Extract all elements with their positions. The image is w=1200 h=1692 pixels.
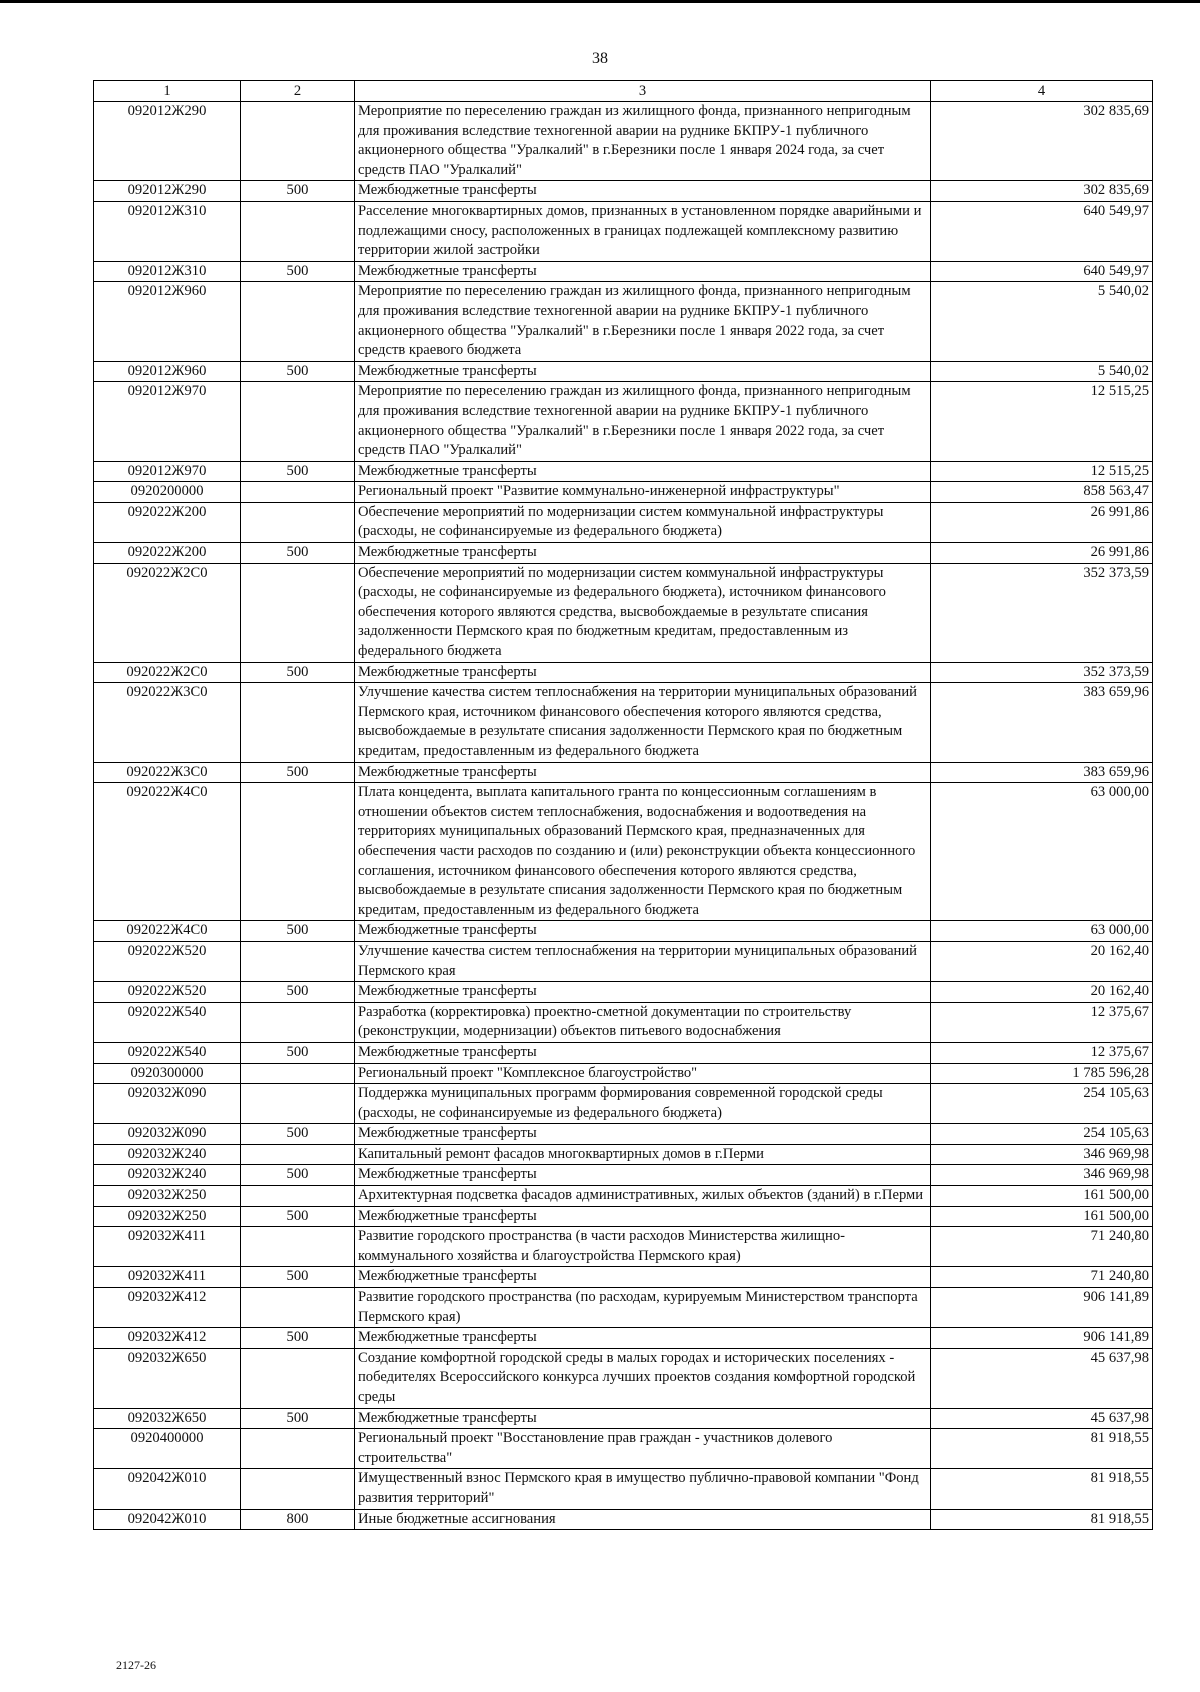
description-cell: Региональный проект "Комплексное благоустройство": [355, 1063, 931, 1084]
code-cell: 092022Ж3С0: [94, 683, 241, 762]
table-row: [94, 1124, 1153, 1145]
table-row: [94, 762, 1153, 783]
table-row: [94, 1288, 1153, 1328]
description-cell: Капитальный ремонт фасадов многоквартирных домов в г.Перми: [355, 1144, 931, 1165]
description-cell: Региональный проект "Развитие коммунально-инженерной инфраструктуры": [355, 482, 931, 503]
expense-type-cell: 500: [241, 1408, 355, 1429]
expense-type-cell: [241, 783, 355, 921]
description-cell: Улучшение качества систем теплоснабжения на территории муниципальных образований Пермского края, источником финансового обеспечения которого являются средства, высвобождаемые в результате списания задолженности Пермского края по бюджетным кредитам, предоставленным из федерального бюджета: [355, 683, 931, 762]
amount-cell: 81 918,55: [931, 1429, 1153, 1469]
amount-cell: 20 162,40: [931, 941, 1153, 981]
table-row: [94, 482, 1153, 503]
header-cell-4: 4: [931, 81, 1153, 102]
table-row: [94, 941, 1153, 981]
expense-type-cell: [241, 1469, 355, 1509]
description-cell: Межбюджетные трансферты: [355, 982, 931, 1003]
code-cell: 092032Ж411: [94, 1227, 241, 1267]
amount-cell: 640 549,97: [931, 261, 1153, 282]
code-cell: 092022Ж200: [94, 543, 241, 564]
expense-type-cell: 500: [241, 261, 355, 282]
amount-cell: 12 375,67: [931, 1042, 1153, 1063]
expense-type-cell: 500: [241, 1206, 355, 1227]
expense-type-cell: [241, 1227, 355, 1267]
expense-type-cell: [241, 1429, 355, 1469]
amount-cell: 254 105,63: [931, 1084, 1153, 1124]
description-cell: Иные бюджетные ассигнования: [355, 1509, 931, 1530]
expense-type-cell: [241, 201, 355, 261]
table-row: [94, 783, 1153, 921]
table-row: [94, 382, 1153, 461]
code-cell: 0920400000: [94, 1429, 241, 1469]
table-row: [94, 921, 1153, 942]
code-cell: 092022Ж540: [94, 1002, 241, 1042]
description-cell: Межбюджетные трансферты: [355, 1328, 931, 1349]
code-cell: 0920200000: [94, 482, 241, 503]
amount-cell: 71 240,80: [931, 1227, 1153, 1267]
expense-type-cell: 500: [241, 1165, 355, 1186]
amount-cell: 302 835,69: [931, 102, 1153, 181]
code-cell: 092022Ж520: [94, 941, 241, 981]
amount-cell: 63 000,00: [931, 783, 1153, 921]
table-row: [94, 1429, 1153, 1469]
table-row: [94, 1206, 1153, 1227]
description-cell: Развитие городского пространства (в части расходов Министерства жилищно-коммунального хозяйства и благоустройства Пермского края): [355, 1227, 931, 1267]
amount-cell: 254 105,63: [931, 1124, 1153, 1145]
expense-type-cell: 500: [241, 1328, 355, 1349]
code-cell: 092032Ж240: [94, 1144, 241, 1165]
amount-cell: 161 500,00: [931, 1206, 1153, 1227]
table-row: [94, 982, 1153, 1003]
expense-type-cell: [241, 382, 355, 461]
amount-cell: 640 549,97: [931, 201, 1153, 261]
amount-cell: 1 785 596,28: [931, 1063, 1153, 1084]
page-number: 38: [592, 50, 608, 67]
code-cell: 092012Ж310: [94, 201, 241, 261]
code-cell: 092032Ж090: [94, 1084, 241, 1124]
description-cell: Межбюджетные трансферты: [355, 1165, 931, 1186]
code-cell: 092032Ж412: [94, 1288, 241, 1328]
expense-type-cell: 800: [241, 1509, 355, 1530]
code-cell: 092022Ж2С0: [94, 662, 241, 683]
footer-code: 2127-26: [116, 1658, 156, 1672]
table-row: [94, 1227, 1153, 1267]
description-cell: Обеспечение мероприятий по модернизации систем коммунальной инфраструктуры (расходы, не софинансируемые из федерального бюджета): [355, 502, 931, 542]
expense-type-cell: 500: [241, 921, 355, 942]
description-cell: Мероприятие по переселению граждан из жилищного фонда, признанного непригодным для проживания вследствие техногенной аварии на руднике БКПРУ-1 публичного акционерного общества "Уралкалий" в г.Березники после 1 января 2022 года, за счет средств краевого бюджета: [355, 282, 931, 361]
table-row: [94, 662, 1153, 683]
table-row: [94, 361, 1153, 382]
description-cell: Межбюджетные трансферты: [355, 1408, 931, 1429]
amount-cell: 858 563,47: [931, 482, 1153, 503]
description-cell: Межбюджетные трансферты: [355, 921, 931, 942]
amount-cell: 71 240,80: [931, 1267, 1153, 1288]
expense-type-cell: 500: [241, 1042, 355, 1063]
table-row: [94, 1063, 1153, 1084]
table-row: [94, 1042, 1153, 1063]
description-cell: Разработка (корректировка) проектно-сметной документации по строительству (реконструкции, модернизации) объектов питьевого водоснабжения: [355, 1002, 931, 1042]
code-cell: 092022Ж3С0: [94, 762, 241, 783]
code-cell: 092032Ж411: [94, 1267, 241, 1288]
description-cell: Межбюджетные трансферты: [355, 1042, 931, 1063]
amount-cell: 26 991,86: [931, 543, 1153, 564]
amount-cell: 20 162,40: [931, 982, 1153, 1003]
table-row: [94, 1165, 1153, 1186]
table-row: [94, 543, 1153, 564]
amount-cell: 346 969,98: [931, 1144, 1153, 1165]
amount-cell: 12 515,25: [931, 382, 1153, 461]
table-row: [94, 1002, 1153, 1042]
code-cell: 0920300000: [94, 1063, 241, 1084]
description-cell: Мероприятие по переселению граждан из жилищного фонда, признанного непригодным для проживания вследствие техногенной аварии на руднике БКПРУ-1 публичного акционерного общества "Уралкалий" в г.Березники после 1 января 2024 года, за счет средств ПАО "Уралкалий": [355, 102, 931, 181]
expense-type-cell: 500: [241, 762, 355, 783]
amount-cell: 302 835,69: [931, 181, 1153, 202]
amount-cell: 81 918,55: [931, 1469, 1153, 1509]
expense-type-cell: [241, 563, 355, 662]
description-cell: Межбюджетные трансферты: [355, 762, 931, 783]
amount-cell: 352 373,59: [931, 662, 1153, 683]
expense-type-cell: 500: [241, 982, 355, 1003]
expense-type-cell: [241, 102, 355, 181]
code-cell: 092012Ж970: [94, 382, 241, 461]
table-row: [94, 1186, 1153, 1207]
description-cell: Межбюджетные трансферты: [355, 1267, 931, 1288]
table-row: [94, 683, 1153, 762]
code-cell: 092012Ж290: [94, 181, 241, 202]
amount-cell: 383 659,96: [931, 762, 1153, 783]
expense-type-cell: [241, 1348, 355, 1408]
table-row: [94, 502, 1153, 542]
table-row: [94, 1408, 1153, 1429]
code-cell: 092032Ж650: [94, 1348, 241, 1408]
header-cell-3: 3: [355, 81, 931, 102]
expense-type-cell: [241, 282, 355, 361]
amount-cell: 346 969,98: [931, 1165, 1153, 1186]
code-cell: 092032Ж650: [94, 1408, 241, 1429]
amount-cell: 161 500,00: [931, 1186, 1153, 1207]
description-cell: Межбюджетные трансферты: [355, 261, 931, 282]
expense-type-cell: [241, 683, 355, 762]
header-row: [94, 81, 1153, 102]
table-row: [94, 181, 1153, 202]
amount-cell: 81 918,55: [931, 1509, 1153, 1530]
top-border: [0, 0, 1200, 3]
amount-cell: 45 637,98: [931, 1348, 1153, 1408]
amount-cell: 352 373,59: [931, 563, 1153, 662]
description-cell: Создание комфортной городской среды в малых городах и исторических поселениях - победителях Всероссийского конкурса лучших проектов создания комфортной городской среды: [355, 1348, 931, 1408]
code-cell: 092042Ж010: [94, 1469, 241, 1509]
expense-type-cell: 500: [241, 543, 355, 564]
header-cell-1: 1: [94, 81, 241, 102]
description-cell: Расселение многоквартирных домов, признанных в установленном порядке аварийными и подлежащими сносу, расположенных в границах подлежащей комплексному развитию территории жилой застройки: [355, 201, 931, 261]
expense-type-cell: [241, 482, 355, 503]
description-cell: Мероприятие по переселению граждан из жилищного фонда, признанного непригодным для проживания вследствие техногенной аварии на руднике БКПРУ-1 публичного акционерного общества "Уралкалий" в г.Березники после 1 января 2022 года, за счет средств ПАО "Уралкалий": [355, 382, 931, 461]
amount-cell: 63 000,00: [931, 921, 1153, 942]
description-cell: Развитие городского пространства (по расходам, курируемым Министерством транспорта Пермского края): [355, 1288, 931, 1328]
header-cell-2: 2: [241, 81, 355, 102]
table-row: [94, 563, 1153, 662]
description-cell: Улучшение качества систем теплоснабжения на территории муниципальных образований Пермского края: [355, 941, 931, 981]
table-row: [94, 282, 1153, 361]
description-cell: Плата концедента, выплата капитального гранта по концессионным соглашениям в отношении объектов систем теплоснабжения, водоснабжения и водоотведения на территориях муниципальных образований Пермского края, предназначенных для обеспечения части расходов по созданию и (или) реконструкции объекта концессионного соглашения, источником финансового обеспечения которого являются средства, высвобождаемые в результате списания задолженности Пермского края по бюджетным кредитам, предоставленным из федерального бюджета: [355, 783, 931, 921]
code-cell: 092042Ж010: [94, 1509, 241, 1530]
table-row: [94, 1469, 1153, 1509]
code-cell: 092032Ж090: [94, 1124, 241, 1145]
description-cell: Региональный проект "Восстановление прав граждан - участников долевого строительства": [355, 1429, 931, 1469]
description-cell: Межбюджетные трансферты: [355, 361, 931, 382]
description-cell: Поддержка муниципальных программ формирования современной городской среды (расходы, не софинансируемые из федерального бюджета): [355, 1084, 931, 1124]
table-row: [94, 1328, 1153, 1349]
code-cell: 092022Ж200: [94, 502, 241, 542]
description-cell: Обеспечение мероприятий по модернизации систем коммунальной инфраструктуры (расходы, не софинансируемые из федерального бюджета), источником финансового обеспечения которого являются средства, высвобождаемые в результате списания задолженности Пермского края по бюджетным кредитам, предоставленным из федерального бюджета: [355, 563, 931, 662]
code-cell: 092032Ж250: [94, 1186, 241, 1207]
code-cell: 092022Ж4С0: [94, 783, 241, 921]
description-cell: Межбюджетные трансферты: [355, 543, 931, 564]
table-row: [94, 1509, 1153, 1530]
expense-type-cell: 500: [241, 662, 355, 683]
description-cell: Межбюджетные трансферты: [355, 181, 931, 202]
expense-type-cell: 500: [241, 1124, 355, 1145]
description-cell: Межбюджетные трансферты: [355, 1124, 931, 1145]
expense-type-cell: [241, 941, 355, 981]
amount-cell: 5 540,02: [931, 282, 1153, 361]
amount-cell: 906 141,89: [931, 1288, 1153, 1328]
table-body: [94, 102, 1153, 1530]
table-row: [94, 102, 1153, 181]
description-cell: Межбюджетные трансферты: [355, 461, 931, 482]
description-cell: Межбюджетные трансферты: [355, 662, 931, 683]
amount-cell: 906 141,89: [931, 1328, 1153, 1349]
code-cell: 092012Ж970: [94, 461, 241, 482]
table-row: [94, 1144, 1153, 1165]
code-cell: 092022Ж4С0: [94, 921, 241, 942]
expense-type-cell: [241, 1002, 355, 1042]
amount-cell: 5 540,02: [931, 361, 1153, 382]
expense-type-cell: [241, 1084, 355, 1124]
expense-type-cell: 500: [241, 181, 355, 202]
expense-type-cell: [241, 1186, 355, 1207]
table-row: [94, 201, 1153, 261]
code-cell: 092012Ж960: [94, 282, 241, 361]
amount-cell: 26 991,86: [931, 502, 1153, 542]
amount-cell: 12 375,67: [931, 1002, 1153, 1042]
table-row: [94, 461, 1153, 482]
table-row: [94, 261, 1153, 282]
amount-cell: 383 659,96: [931, 683, 1153, 762]
description-cell: Имущественный взнос Пермского края в имущество публично-правовой компании "Фонд развития территорий": [355, 1469, 931, 1509]
table-row: [94, 1084, 1153, 1124]
expense-type-cell: 500: [241, 1267, 355, 1288]
code-cell: 092032Ж250: [94, 1206, 241, 1227]
expense-type-cell: 500: [241, 361, 355, 382]
description-cell: Архитектурная подсветка фасадов административных, жилых объектов (зданий) в г.Перми: [355, 1186, 931, 1207]
code-cell: 092032Ж240: [94, 1165, 241, 1186]
code-cell: 092012Ж960: [94, 361, 241, 382]
expense-type-cell: [241, 1144, 355, 1165]
expense-type-cell: 500: [241, 461, 355, 482]
table-row: [94, 1267, 1153, 1288]
expense-type-cell: [241, 502, 355, 542]
expense-type-cell: [241, 1063, 355, 1084]
code-cell: 092022Ж2С0: [94, 563, 241, 662]
amount-cell: 12 515,25: [931, 461, 1153, 482]
code-cell: 092012Ж310: [94, 261, 241, 282]
code-cell: 092022Ж520: [94, 982, 241, 1003]
description-cell: Межбюджетные трансферты: [355, 1206, 931, 1227]
code-cell: 092012Ж290: [94, 102, 241, 181]
code-cell: 092022Ж540: [94, 1042, 241, 1063]
code-cell: 092032Ж412: [94, 1328, 241, 1349]
table-row: [94, 1348, 1153, 1408]
budget-table: [93, 80, 1153, 1530]
amount-cell: 45 637,98: [931, 1408, 1153, 1429]
expense-type-cell: [241, 1288, 355, 1328]
